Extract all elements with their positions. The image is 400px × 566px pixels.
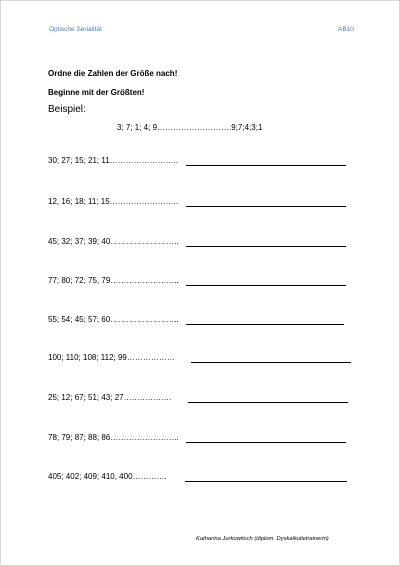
instruction-line-2: Beginne mit der Größten!	[48, 88, 145, 97]
task-numbers: 405; 402; 409; 410, 400………….	[48, 472, 167, 481]
task-numbers: 100; 110; 108; 112; 99………………	[48, 353, 175, 362]
task-numbers: 12, 16; 18; 11; 15……………………..	[48, 197, 179, 206]
example-label: Beispiel:	[48, 104, 86, 115]
answer-line[interactable]	[186, 246, 346, 247]
answer-line[interactable]	[186, 442, 346, 443]
answer-line[interactable]	[191, 362, 351, 363]
answer-line[interactable]	[188, 402, 348, 403]
task-row	[48, 433, 358, 445]
answer-line[interactable]	[185, 481, 347, 482]
task-numbers: 30; 27; 15; 21; 11……………………..	[48, 156, 179, 165]
task-row	[48, 156, 358, 168]
task-numbers: 25; 12; 67; 51; 43; 27………………	[48, 393, 172, 402]
answer-line[interactable]	[186, 285, 346, 286]
task-row	[48, 276, 358, 288]
worksheet-number: AB10	[338, 26, 354, 33]
header-title: Optische Serialität	[49, 26, 102, 33]
task-numbers: 78; 79; 87; 88; 86……………………..	[48, 433, 179, 442]
answer-line[interactable]	[186, 206, 346, 207]
example-text: 3; 7; 1; 4; 9……………………….9;7;4;3;1	[117, 123, 263, 132]
instruction-line-1: Ordne die Zahlen der Größe nach!	[48, 69, 178, 78]
task-row	[48, 315, 358, 327]
task-row	[48, 393, 358, 405]
task-row	[48, 197, 358, 209]
answer-line[interactable]	[186, 324, 344, 325]
author-footer: Katharina Jurkowitsch (diplom. Dyskalkulietrainerin)	[196, 536, 329, 542]
task-numbers: 55; 54; 45; 57; 60……………………..	[48, 315, 179, 324]
answer-line[interactable]	[186, 165, 346, 166]
task-numbers: 77; 80; 72; 75, 79……………………..	[48, 276, 179, 285]
task-row	[48, 472, 358, 484]
task-row	[48, 237, 358, 249]
task-numbers: 45; 32; 37; 39; 40……………………..	[48, 237, 179, 246]
task-row	[48, 353, 358, 365]
